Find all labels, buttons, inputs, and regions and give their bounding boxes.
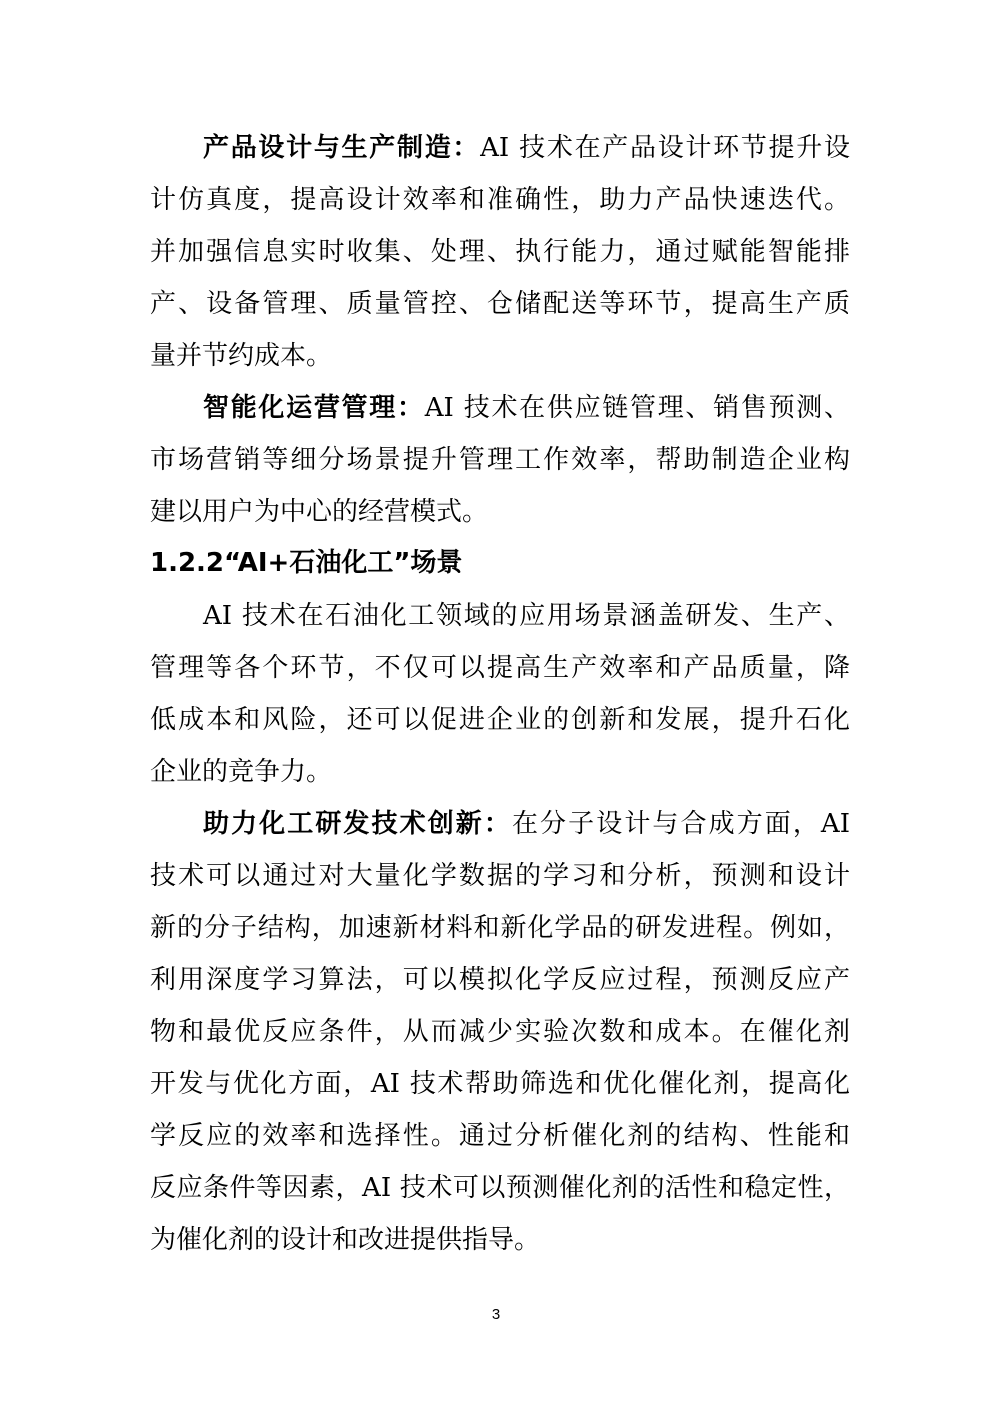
paragraph-2-line-1 bbox=[203, 391, 850, 425]
paragraph-1-line-2: 计仿真度，提高设计效率和准确性，助力产品快速迭代。 bbox=[150, 185, 850, 215]
paragraph-4-line-9: 为催化剂的设计和改进提供指导。 bbox=[150, 1225, 541, 1255]
paragraph-4-line-4: 利用深度学习算法，可以模拟化学反应过程，预测反应产 bbox=[150, 965, 850, 995]
paragraph-4-line-2: 技术可以通过对大量化学数据的学习和分析，预测和设计 bbox=[150, 861, 850, 891]
paragraph-1-line-5: 量并节约成本。 bbox=[150, 341, 333, 371]
paragraph-2-line-3: 建以用户为中心的经营模式。 bbox=[150, 497, 489, 527]
section-heading: 1.2.2“AI+石油化工”场景 bbox=[150, 548, 463, 578]
paragraph-3-line-4: 企业的竞争力。 bbox=[150, 757, 333, 787]
paragraph-4-line-6: 开发与优化方面，AI 技术帮助筛选和优化催化剂，提高化 bbox=[150, 1069, 850, 1099]
paragraph-4-line-5: 物和最优反应条件，从而减少实验次数和成本。在催化剂 bbox=[150, 1017, 850, 1047]
paragraph-1-lead: 产品设计与生产制造： bbox=[203, 133, 481, 163]
paragraph-4-line-1 bbox=[203, 807, 850, 841]
paragraph-3-line-2: 管理等各个环节，不仅可以提高生产效率和产品质量，降 bbox=[150, 653, 850, 683]
paragraph-4-text: 在分子设计与合成方面，AI bbox=[511, 809, 850, 839]
paragraph-1-text: AI 技术在产品设计环节提升设 bbox=[480, 133, 850, 163]
paragraph-4-lead: 助力化工研发技术创新： bbox=[203, 809, 512, 839]
paragraph-2-line-2: 市场营销等细分场景提升管理工作效率，帮助制造企业构 bbox=[150, 445, 850, 475]
paragraph-3-line-3: 低成本和风险，还可以促进企业的创新和发展，提升石化 bbox=[150, 705, 850, 735]
paragraph-1-line-1 bbox=[203, 131, 850, 165]
paragraph-1-line-3: 并加强信息实时收集、处理、执行能力，通过赋能智能排 bbox=[150, 237, 850, 267]
paragraph-2-text: AI 技术在供应链管理、销售预测、 bbox=[424, 393, 850, 423]
paragraph-1-line-4: 产、设备管理、质量管控、仓储配送等环节，提高生产质 bbox=[150, 289, 850, 319]
page-number: 3 bbox=[491, 1306, 501, 1323]
paragraph-3-line-1: AI 技术在石油化工领域的应用场景涵盖研发、生产、 bbox=[203, 601, 850, 631]
paragraph-2-lead: 智能化运营管理： bbox=[203, 393, 425, 423]
paragraph-4-line-3: 新的分子结构，加速新材料和新化学品的研发进程。例如， bbox=[150, 913, 850, 943]
paragraph-4-line-8: 反应条件等因素，AI 技术可以预测催化剂的活性和稳定性， bbox=[150, 1173, 850, 1203]
paragraph-4-line-7: 学反应的效率和选择性。通过分析催化剂的结构、性能和 bbox=[150, 1121, 850, 1151]
